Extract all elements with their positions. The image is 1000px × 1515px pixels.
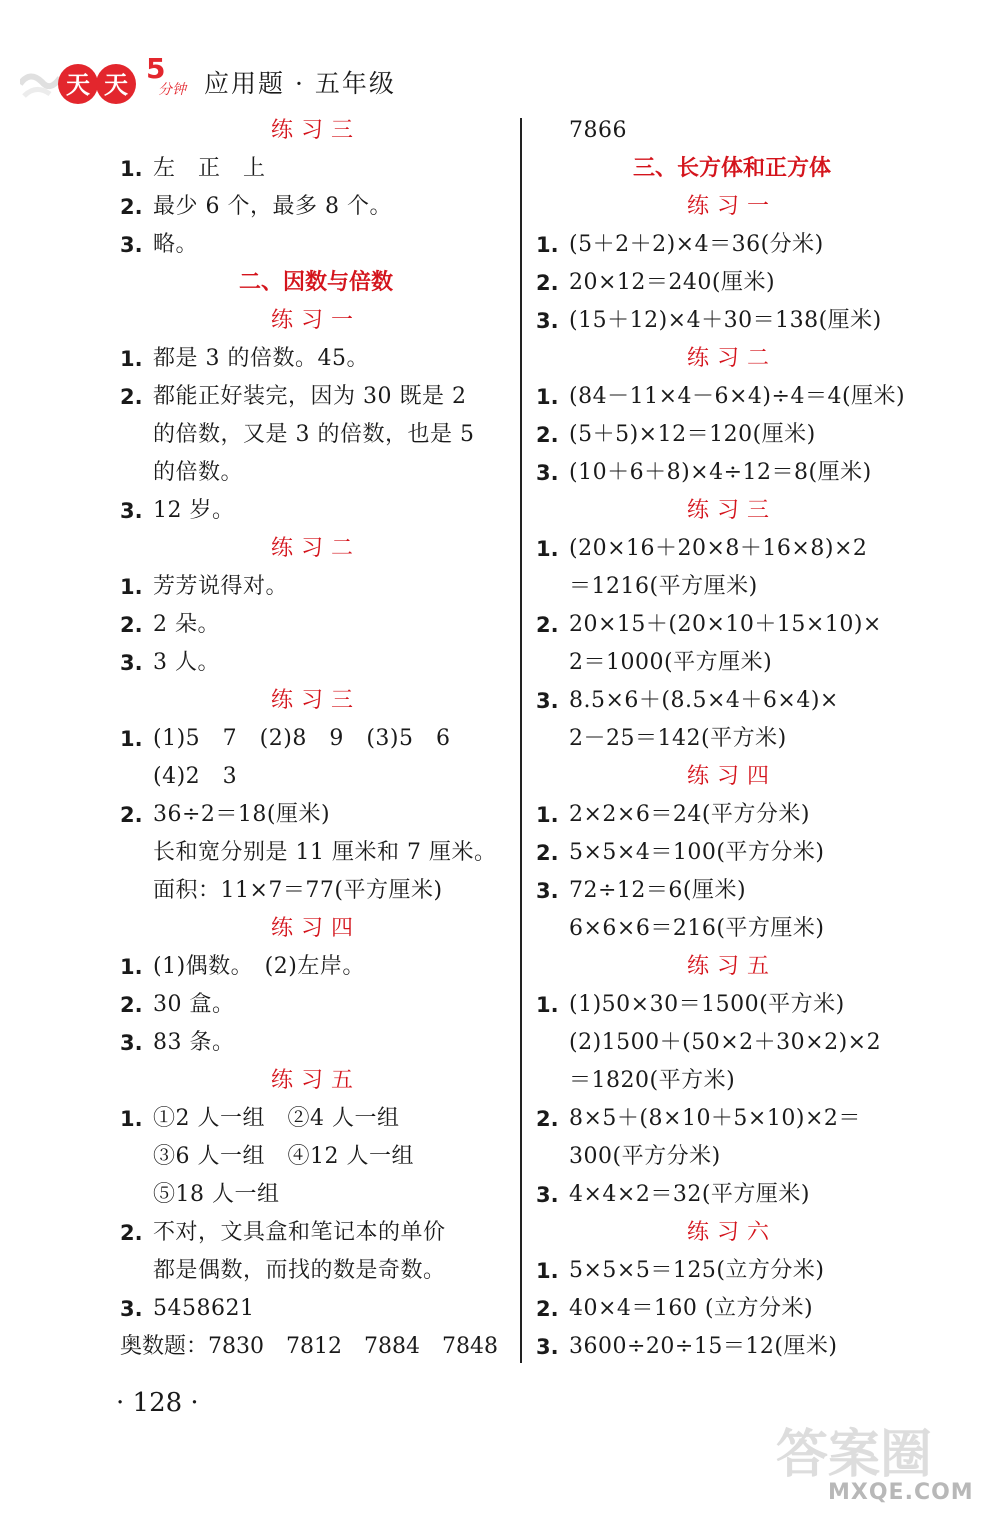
- answer-continuation: [120, 1138, 512, 1176]
- answer-text: 的倍数，又是 3 的倍数，也是 5: [153, 422, 475, 447]
- item-number: 1.: [536, 1259, 559, 1283]
- indent: [120, 1176, 153, 1214]
- answer-item: [536, 872, 928, 910]
- watermark-url: MXQE.COM: [828, 1480, 974, 1505]
- answer-continuation: [120, 454, 512, 492]
- item-number: 2.: [536, 613, 559, 637]
- answer-item: [536, 1290, 928, 1328]
- answer-text: 83 条。: [153, 1030, 235, 1055]
- book-title: 应用题 · 五年级: [204, 69, 396, 98]
- indent: [536, 1138, 569, 1176]
- indent: [536, 568, 569, 606]
- item-number: 2.: [120, 1221, 143, 1245]
- exercise-heading: 练习二: [270, 536, 361, 561]
- answer-item: [536, 1328, 928, 1366]
- indent: [536, 644, 569, 682]
- indent: [536, 1062, 569, 1100]
- answer-text: 7866: [569, 118, 627, 143]
- answer-item: [120, 340, 512, 378]
- answer-item: [120, 568, 512, 606]
- answer-text: 8.5×6＋(8.5×4＋6×4)×: [569, 688, 839, 713]
- answer-text: (4)2 3: [153, 764, 238, 789]
- answer-continuation: [536, 568, 928, 606]
- answer-text: 略。: [153, 232, 199, 257]
- answer-text: (1)偶数。 (2)左岸。: [153, 954, 365, 979]
- answer-text: 20×15＋(20×10＋15×10)×: [569, 612, 882, 637]
- exercise-heading: 练习四: [686, 764, 777, 789]
- answer-text: 不对，文具盒和笔记本的单价: [153, 1220, 446, 1245]
- answer-text: 30 盒。: [153, 992, 235, 1017]
- answer-item: [120, 188, 512, 226]
- answer-text: 左 正 上: [153, 156, 266, 181]
- page-number: · 128 ·: [116, 1388, 199, 1418]
- answer-continuation: [120, 1252, 512, 1290]
- answer-item: [120, 644, 512, 682]
- answer-text: 都是 3 的倍数。45。: [153, 346, 369, 371]
- answer-item: [120, 150, 512, 188]
- answer-item: [120, 796, 512, 834]
- item-number: 3.: [120, 499, 143, 523]
- answer-text: 20×12＝240(厘米): [569, 270, 776, 295]
- answer-item: [120, 1100, 512, 1138]
- answer-text: ＝1820(平方米): [569, 1068, 736, 1093]
- item-number: 1.: [120, 575, 143, 599]
- answer-item: [120, 986, 512, 1024]
- answer-text: (1)50×30＝1500(平方米): [569, 992, 845, 1017]
- answer-continuation: [536, 720, 928, 758]
- item-number: 3.: [120, 651, 143, 675]
- exercise-heading: 练习六: [686, 1220, 777, 1245]
- item-number: 2.: [120, 993, 143, 1017]
- answer-continuation: [536, 112, 928, 150]
- item-number: 1.: [120, 157, 143, 181]
- answer-text: 36÷2＝18(厘米): [153, 802, 331, 827]
- answer-item: [120, 378, 512, 416]
- answer-item: [536, 530, 928, 568]
- answer-text: (5＋2＋2)×4＝36(分米): [569, 232, 824, 257]
- answer-item: [120, 1214, 512, 1252]
- answer-item: [120, 948, 512, 986]
- answer-item: [120, 720, 512, 758]
- exercise-heading: 练习一: [686, 194, 777, 219]
- answer-text: ＝1216(平方厘米): [569, 574, 758, 599]
- answer-text: 5×5×5＝125(立方分米): [569, 1258, 825, 1283]
- answer-item: [536, 986, 928, 1024]
- item-number: 1.: [536, 233, 559, 257]
- brand-char-2: 天: [104, 71, 128, 99]
- answer-continuation: [536, 644, 928, 682]
- indent: [120, 416, 153, 454]
- indent: [536, 1024, 569, 1062]
- indent: [120, 872, 153, 910]
- answer-item: [120, 1290, 512, 1328]
- answer-continuation: [120, 1176, 512, 1214]
- item-number: 2.: [120, 613, 143, 637]
- answer-item: [120, 492, 512, 530]
- item-number: 2.: [120, 195, 143, 219]
- item-number: 1.: [120, 955, 143, 979]
- indent: [120, 1138, 153, 1176]
- item-number: 3.: [120, 233, 143, 257]
- answer-text: 最少 6 个，最多 8 个。: [153, 194, 392, 219]
- page-header: [0, 40, 1000, 120]
- answer-text: ⑤18 人一组: [153, 1182, 280, 1207]
- item-number: 2.: [536, 1107, 559, 1131]
- answer-item: [536, 454, 928, 492]
- answer-line: 奥数题：7830 7812 7884 7848: [120, 1334, 498, 1359]
- answer-item: [536, 302, 928, 340]
- answer-text: 12 岁。: [153, 498, 235, 523]
- indent: [536, 910, 569, 948]
- item-number: 1.: [120, 347, 143, 371]
- indent: [536, 112, 569, 150]
- answer-text: 5×5×4＝100(平方分米): [569, 840, 825, 865]
- brand-logo: [20, 48, 200, 112]
- answer-text: ①2 人一组 ②4 人一组: [153, 1106, 400, 1131]
- item-number: 1.: [120, 727, 143, 751]
- answer-item: [536, 682, 928, 720]
- item-number: 2.: [536, 841, 559, 865]
- item-number: 1.: [120, 1107, 143, 1131]
- answer-text: 2 朵。: [153, 612, 220, 637]
- item-number: 2.: [536, 423, 559, 447]
- answer-text: (10＋6＋8)×4÷12＝8(厘米): [569, 460, 872, 485]
- answer-continuation: [536, 910, 928, 948]
- answer-text: 2＝1000(平方厘米): [569, 650, 773, 675]
- answer-item: [536, 264, 928, 302]
- answer-text: 6×6×6＝216(平方厘米): [569, 916, 825, 941]
- answer-text: 都是偶数，而找的数是奇数。: [153, 1258, 446, 1283]
- answer-text: (5＋5)×12＝120(厘米): [569, 422, 816, 447]
- exercise-heading: 练习五: [686, 954, 777, 979]
- answer-item: [120, 1024, 512, 1062]
- answer-text: 3 人。: [153, 650, 220, 675]
- item-number: 2.: [120, 803, 143, 827]
- answer-text: (84－11×4－6×4)÷4＝4(厘米): [569, 384, 906, 409]
- brand-small: 分钟: [158, 82, 186, 98]
- answer-text: 40×4＝160 (立方分米): [569, 1296, 814, 1321]
- indent: [120, 834, 153, 872]
- item-number: 3.: [120, 1031, 143, 1055]
- item-number: 1.: [536, 993, 559, 1017]
- item-number: 1.: [536, 385, 559, 409]
- exercise-heading: 练习三: [270, 118, 361, 143]
- item-number: 3.: [536, 689, 559, 713]
- item-number: 3.: [536, 309, 559, 333]
- answer-item: [120, 226, 512, 264]
- answer-text: (1)5 7 (2)8 9 (3)5 6: [153, 726, 451, 751]
- answer-continuation: [120, 758, 512, 796]
- answer-text: 3600÷20÷15＝12(厘米): [569, 1334, 838, 1359]
- item-number: 1.: [536, 537, 559, 561]
- watermark-cn: 答案圈: [775, 1425, 933, 1485]
- brand-digit: 5: [146, 52, 166, 85]
- indent: [120, 758, 153, 796]
- item-number: 2.: [536, 1297, 559, 1321]
- answer-item: [536, 378, 928, 416]
- answer-text: 4×4×2＝32(平方厘米): [569, 1182, 811, 1207]
- answer-item: [536, 226, 928, 264]
- indent: [120, 1252, 153, 1290]
- indent: [120, 454, 153, 492]
- exercise-heading: 练习四: [270, 916, 361, 941]
- answer-item: [536, 1100, 928, 1138]
- exercise-heading: 练习三: [270, 688, 361, 713]
- answer-text: 72÷12＝6(厘米): [569, 878, 747, 903]
- answer-text: 5458621: [153, 1296, 255, 1321]
- answer-continuation: [536, 1062, 928, 1100]
- answer-item: [536, 1176, 928, 1214]
- answer-text: 长和宽分别是 11 厘米和 7 厘米。: [153, 840, 497, 865]
- answer-text: ③6 人一组 ④12 人一组: [153, 1144, 414, 1169]
- answer-text: 300(平方分米): [569, 1144, 721, 1169]
- item-number: 2.: [536, 271, 559, 295]
- right-column: [536, 112, 928, 1366]
- answer-item: [536, 796, 928, 834]
- answer-continuation: [120, 416, 512, 454]
- left-column: [120, 112, 512, 1366]
- exercise-heading: 练习一: [270, 308, 361, 333]
- answer-item: [120, 606, 512, 644]
- answer-text: (20×16＋20×8＋16×8)×2: [569, 536, 868, 561]
- exercise-heading: 练习二: [686, 346, 777, 371]
- answer-item: [536, 1252, 928, 1290]
- answer-text: 2×2×6＝24(平方分米): [569, 802, 811, 827]
- column-divider: [520, 118, 522, 1363]
- section-heading: 二、因数与倍数: [238, 270, 393, 295]
- answer-text: 的倍数。: [153, 460, 244, 485]
- item-number: 2.: [120, 385, 143, 409]
- answer-text: 8×5＋(8×10＋5×10)×2＝: [569, 1106, 861, 1131]
- item-number: 3.: [536, 1183, 559, 1207]
- item-number: 3.: [536, 879, 559, 903]
- section-heading: 三、长方体和正方体: [632, 156, 831, 181]
- answer-item: [536, 834, 928, 872]
- answer-item: [536, 606, 928, 644]
- answer-text: 2－25＝142(平方米): [569, 726, 787, 751]
- indent: [536, 720, 569, 758]
- item-number: 3.: [536, 461, 559, 485]
- item-number: 1.: [536, 803, 559, 827]
- answer-text: 都能正好装完，因为 30 既是 2: [153, 384, 467, 409]
- answer-text: (15＋12)×4＋30＝138(厘米): [569, 308, 882, 333]
- item-number: 3.: [120, 1297, 143, 1321]
- answer-text: 面积：11×7＝77(平方厘米): [153, 878, 443, 903]
- exercise-heading: 练习五: [270, 1068, 361, 1093]
- answer-item: [536, 416, 928, 454]
- answer-continuation: [120, 834, 512, 872]
- answer-continuation: [120, 872, 512, 910]
- item-number: 3.: [536, 1335, 559, 1359]
- answer-continuation: [536, 1138, 928, 1176]
- answer-text: (2)1500＋(50×2＋30×2)×2: [569, 1030, 882, 1055]
- brand-char-1: 天: [66, 71, 90, 99]
- exercise-heading: 练习三: [686, 498, 777, 523]
- answer-continuation: [536, 1024, 928, 1062]
- answer-text: 芳芳说得对。: [153, 574, 289, 599]
